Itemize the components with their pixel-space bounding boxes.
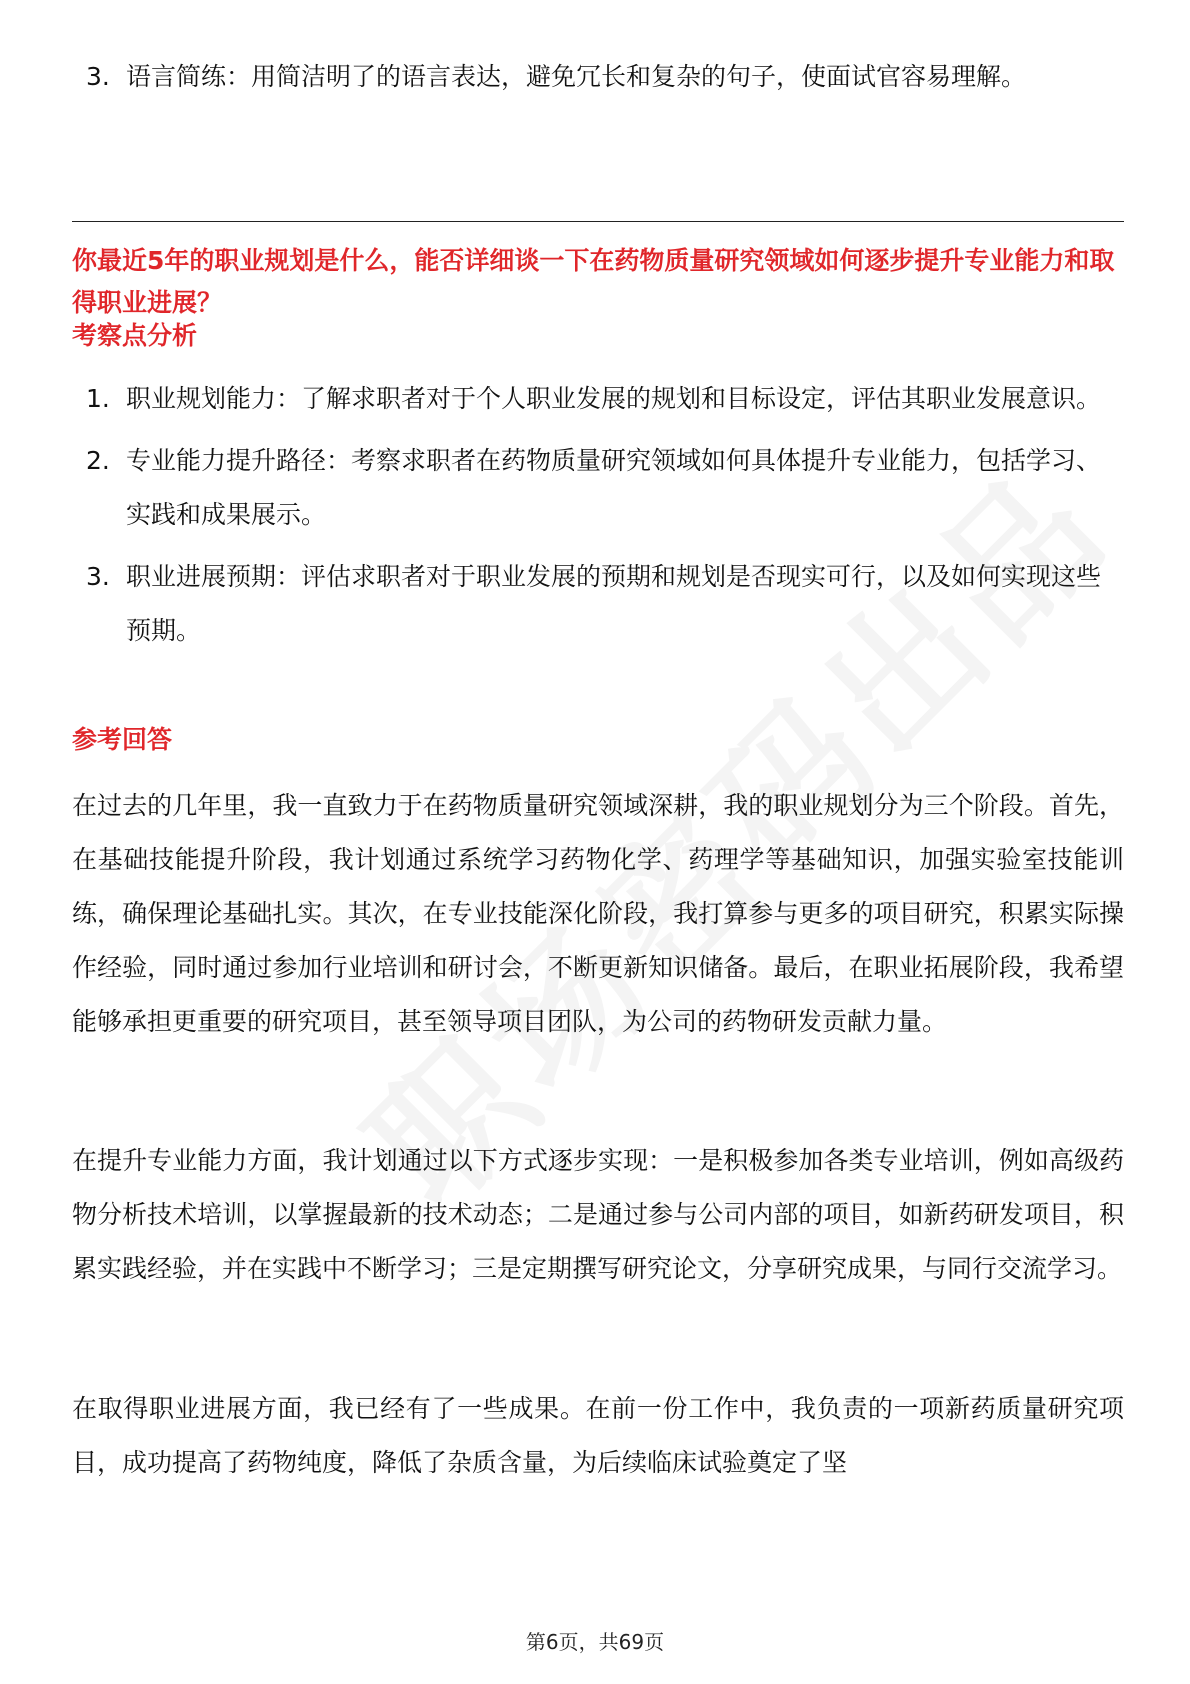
analysis-heading: 考察点分析 <box>72 321 198 350</box>
list-number: 1. <box>86 384 110 413</box>
answer-paragraph: 在过去的几年里，我一直致力于在药物质量研究领域深耕，我的职业规划分为三个阶段。首先，在基础技能提升阶段，我计划通过系统学习药物化学、药理学等基础知识，加强实验室技能训练，确保理论基础扎实。其次，在专业技能深化阶段，我打算参与更多的项目研究，积累实际操作经验，同时通过参加行业培训和研讨会，不断更新知识储备。最后，在职业拓展阶段，我希望能够承担更重要的研究项目，甚至领导项目团队，为公司的药物研发贡献力量。 <box>72 791 1124 1036</box>
answer-paragraph: 在提升专业能力方面，我计划通过以下方式逐步实现：一是积极参加各类专业培训，例如高级药物分析技术培训，以掌握最新的技术动态；二是通过参与公司内部的项目，如新药研发项目，积累实践经验，并在实践中不断学习；三是定期撰写研究论文，分享研究成果，与同行交流学习。 <box>72 1146 1124 1283</box>
list-text: 职业规划能力：了解求职者对于个人职业发展的规划和目标设定，评估其职业发展意识。 <box>126 384 1102 413</box>
top-list <box>72 50 1124 104</box>
list-number: 2. <box>86 446 110 475</box>
answer-paragraph: 在取得职业进展方面，我已经有了一些成果。在前一份工作中，我负责的一项新药质量研究项目，成功提高了药物纯度，降低了杂质含量，为后续临床试验奠定了坚 <box>72 1394 1124 1477</box>
list-item <box>72 434 1124 542</box>
question-title: 你最近5年的职业规划是什么，能否详细谈一下在药物质量研究领域如何逐步提升专业能力和取得职业进展？ <box>72 246 1115 317</box>
list-number: 3. <box>86 562 110 591</box>
list-item <box>72 50 1124 104</box>
section-divider <box>72 221 1124 222</box>
answer-heading: 参考回答 <box>72 725 173 754</box>
list-item <box>72 372 1124 426</box>
list-text: 职业进展预期：评估求职者对于职业发展的预期和规划是否现实可行，以及如何实现这些预期。 <box>126 562 1102 645</box>
list-number: 3. <box>86 62 110 91</box>
list-text: 语言简练：用简洁明了的语言表达，避免冗长和复杂的句子，使面试官容易理解。 <box>126 62 1027 91</box>
page-footer: 第6页，共69页 <box>525 1630 665 1654</box>
list-item <box>72 550 1124 658</box>
list-text: 专业能力提升路径：考察求职者在药物质量研究领域如何具体提升专业能力，包括学习、实践和成果展示。 <box>126 446 1102 529</box>
analysis-list <box>72 372 1124 658</box>
